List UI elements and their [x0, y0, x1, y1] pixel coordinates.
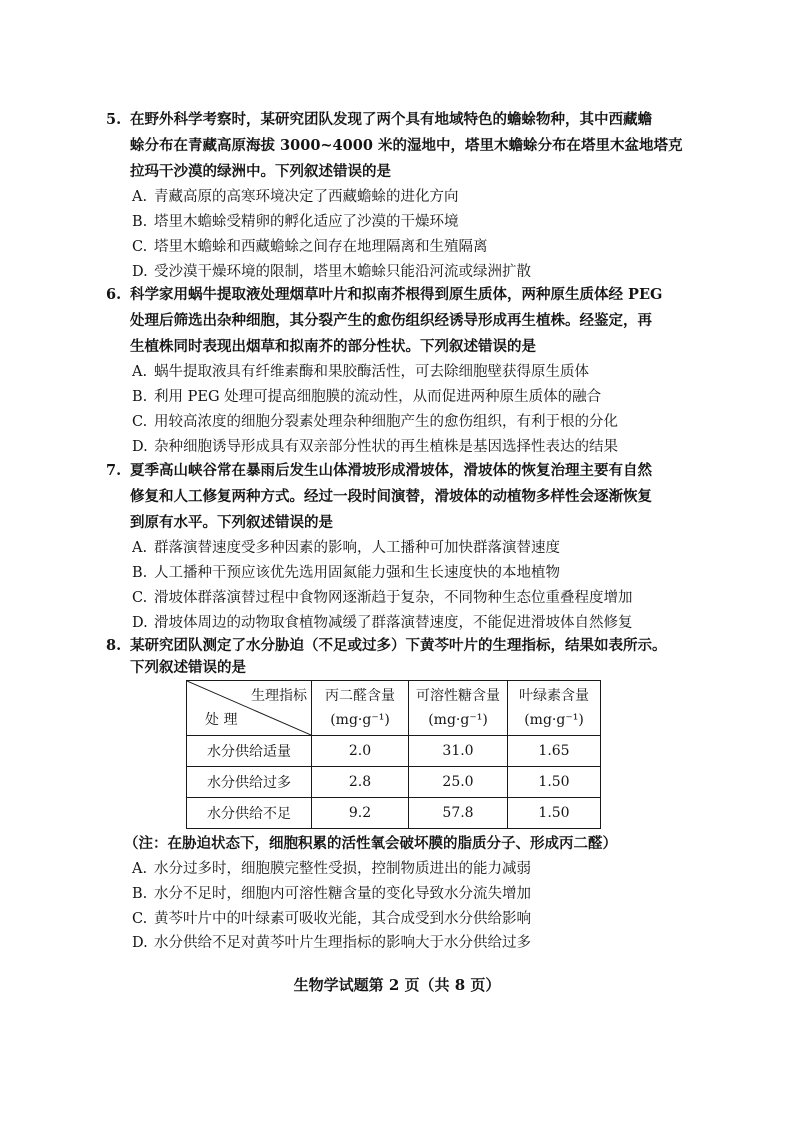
table-column-header: 叶绿素含量 (mg·g⁻¹) — [508, 681, 601, 736]
row-label: 水分供给不足 — [187, 798, 312, 829]
question-8-option-a[interactable]: A. 水分过多时，细胞膜完整性受损，控制物质进出的能力减弱 — [132, 861, 531, 877]
table-column-header: 可溶性糖含量 (mg·g⁻¹) — [409, 681, 508, 736]
question-7-option-b[interactable]: B. 人工播种干预应该优先选用固氮能力强和生长速度快的本地植物 — [132, 565, 560, 581]
table-cell: 31.0 — [409, 736, 508, 767]
question-6-option-a[interactable]: A. 蜗牛提取液具有纤维素酶和果胶酶活性，可去除细胞壁获得原生质体 — [132, 364, 589, 380]
row-label: 水分供给适量 — [187, 736, 312, 767]
table-column-header: 丙二醛含量 (mg·g⁻¹) — [312, 681, 409, 736]
question-7-stem-line-2: 修复和人工修复两种方式。经过一段时间演替，滑坡体的动植物多样性会逐渐恢复 — [130, 488, 652, 505]
question-8-option-c[interactable]: C. 黄芩叶片中的叶绿素可吸收光能，其合成受到水分供给影响 — [132, 911, 531, 927]
question-5-option-d[interactable]: D. 受沙漠干燥环境的限制，塔里木蟾蜍只能沿河流或绿洲扩散 — [132, 264, 531, 280]
table-cell: 2.0 — [312, 736, 409, 767]
table-cell: 9.2 — [312, 798, 409, 829]
question-7-option-a[interactable]: A. 群落演替速度受多种因素的影响，人工播种可加快群落演替速度 — [132, 540, 560, 556]
table-cell: 2.8 — [312, 767, 409, 798]
question-number: 6. — [106, 286, 122, 303]
question-6-option-b[interactable]: B. 利用 PEG 处理可提高细胞膜的流动性，从而促进两种原生质体的融合 — [132, 389, 602, 405]
question-8-stem-line-1: 8. 某研究团队测定了水分胁迫（不足或过多）下黄芩叶片的生理指标，结果如表所示。 — [106, 637, 667, 654]
table-header-row — [187, 681, 601, 736]
question-8-option-d[interactable]: D. 水分供给不足对黄芩叶片生理指标的影响大于水分供给过多 — [132, 935, 531, 951]
question-6-option-d[interactable]: D. 杂种细胞诱导形成具有双亲部分性状的再生植株是基因选择性表达的结果 — [132, 439, 618, 455]
row-label: 水分供给过多 — [187, 767, 312, 798]
question-8-option-b[interactable]: B. 水分不足时，细胞内可溶性糖含量的变化导致水分流失增加 — [132, 886, 531, 902]
table-cell: 57.8 — [409, 798, 508, 829]
question-5-option-c[interactable]: C. 塔里木蟾蜍和西藏蟾蜍之间存在地理隔离和生殖隔离 — [132, 239, 488, 255]
question-7-option-c[interactable]: C. 滑坡体群落演替过程中食物网逐渐趋于复杂，不同物种生态位重叠程度增加 — [132, 590, 633, 606]
table-cell: 1.65 — [508, 736, 601, 767]
table-row — [187, 736, 601, 767]
question-number: 8. — [106, 637, 122, 654]
table-row — [187, 798, 601, 829]
page-footer: 生物学试题第 2 页（共 8 页） — [293, 976, 501, 994]
question-6-stem-line-1: 6. 科学家用蜗牛提取液处理烟草叶片和拟南芥根得到原生质体，两种原生质体经 PEG — [106, 286, 663, 303]
question-7-option-d[interactable]: D. 滑坡体周边的动物取食植物减缓了群落演替速度，不能促进滑坡体自然修复 — [132, 615, 633, 631]
question-5-stem-line-1: 5. 在野外科学考察时，某研究团队发现了两个具有地域特色的蟾蜍物种，其中西藏蟾 — [106, 111, 652, 128]
question-5-option-b[interactable]: B. 塔里木蟾蜍受精卵的孵化适应了沙漠的干燥环境 — [132, 214, 459, 230]
table-cell: 1.50 — [508, 798, 601, 829]
table-corner-cell — [187, 681, 312, 736]
question-7-stem-line-1: 7. 夏季高山峡谷常在暴雨后发生山体滑坡形成滑坡体，滑坡体的恢复治理主要有自然 — [106, 462, 652, 479]
corner-top-label: 生理指标 — [251, 688, 307, 704]
question-7-stem-line-3: 到原有水平。下列叙述错误的是 — [130, 514, 333, 531]
question-5-stem-line-2: 蜍分布在青藏高原海拔 3000~4000 米的湿地中，塔里木蟾蜍分布在塔里木盆地塔克 — [130, 137, 683, 154]
question-6-stem-line-3: 生植株同时表现出烟草和拟南芥的部分性状。下列叙述错误的是 — [130, 338, 536, 355]
question-6-stem-line-2: 处理后筛选出杂种细胞，其分裂产生的愈伤组织经诱导形成再生植株。经鉴定，再 — [130, 312, 652, 329]
question-5-option-a[interactable]: A. 青藏高原的高寒环境决定了西藏蟾蜍的进化方向 — [132, 189, 459, 205]
corner-bottom-label: 处 理 — [205, 712, 238, 728]
table-cell: 25.0 — [409, 767, 508, 798]
question-number: 7. — [106, 462, 122, 479]
table-row — [187, 767, 601, 798]
table-note: （注：在胁迫状态下，细胞积累的活性氧会破坏膜的脂质分子、形成丙二醛） — [124, 835, 617, 852]
question-number: 5. — [106, 111, 122, 128]
question-5-stem-line-3: 拉玛干沙漠的绿洲中。下列叙述错误的是 — [130, 163, 391, 180]
physiology-data-table — [186, 680, 601, 829]
table-cell: 1.50 — [508, 767, 601, 798]
question-8-stem-line-2: 下列叙述错误的是 — [130, 659, 246, 676]
question-6-option-c[interactable]: C. 用较高浓度的细胞分裂素处理杂种细胞产生的愈伤组织，有利于根的分化 — [132, 414, 618, 430]
